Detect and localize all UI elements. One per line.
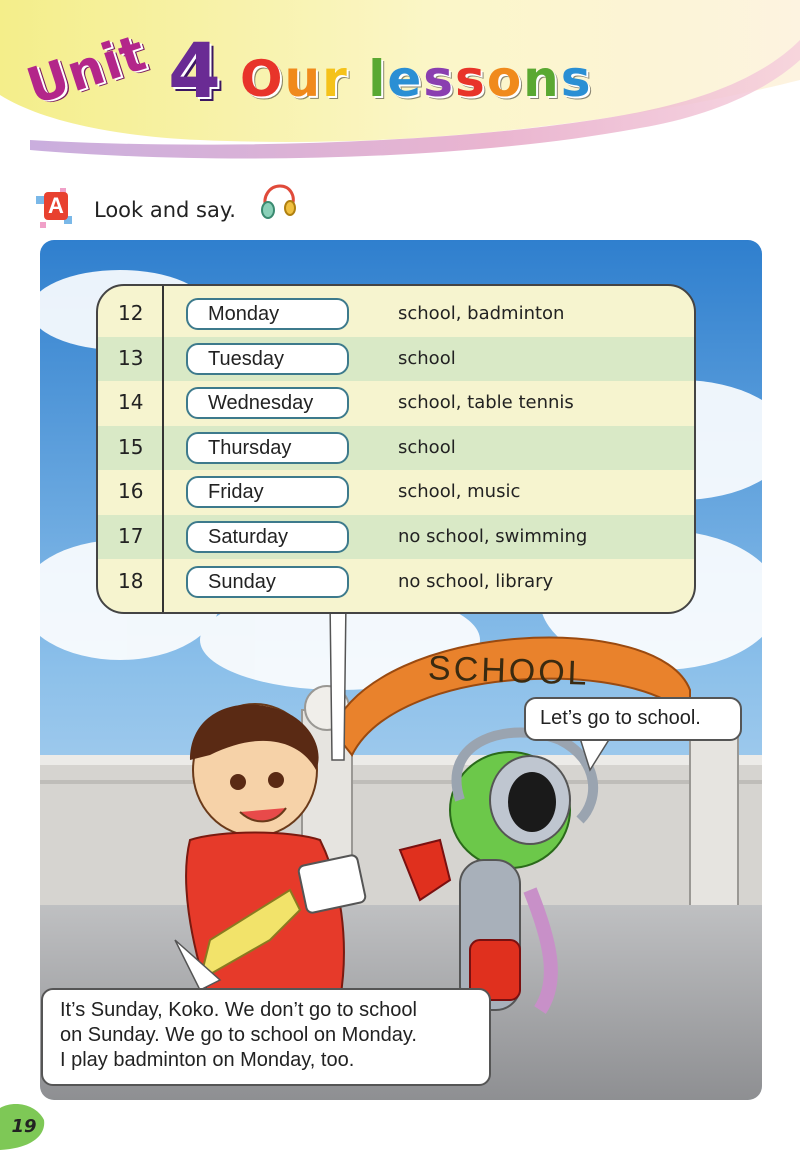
boy-speech-line: on Sunday. We go to school on Monday.	[60, 1024, 417, 1046]
schedule-row	[98, 337, 696, 381]
title-letter: s	[560, 50, 593, 108]
section-letter: A	[44, 192, 68, 220]
headphones-icon[interactable]	[258, 182, 298, 222]
schedule-row	[98, 381, 696, 425]
unit-label: Unit	[20, 23, 154, 117]
schedule-day: Monday	[186, 298, 349, 330]
title-letter	[349, 50, 368, 108]
title-letter: n	[523, 50, 561, 108]
page-number: 19	[11, 1116, 37, 1137]
schedule-activity: school, table tennis	[398, 392, 574, 414]
schedule-day: Wednesday	[186, 387, 349, 419]
school-sign: SCHOOL	[427, 649, 591, 693]
title-letter: u	[284, 50, 323, 108]
schedule-row	[98, 515, 696, 559]
unit-number: 4	[168, 26, 221, 115]
title-letter: O	[240, 50, 285, 108]
schedule-row	[98, 470, 696, 514]
title-letter: o	[486, 50, 524, 108]
boy-speech-line: I play badminton on Monday, too.	[60, 1049, 355, 1071]
boy-speech-line: It’s Sunday, Koko. We don’t go to school	[60, 999, 417, 1021]
schedule-day: Sunday	[186, 566, 349, 598]
schedule-date: 15	[118, 434, 144, 459]
schedule-activity: school	[398, 436, 456, 458]
schedule-activity: school	[398, 347, 456, 369]
title-letter: r	[322, 50, 349, 108]
boy-speech-bubble	[41, 988, 491, 1086]
title-letter: e	[387, 50, 424, 108]
schedule-date: 17	[118, 524, 144, 548]
schedule-activity: school, badminton	[398, 303, 565, 324]
schedule-date: 16	[118, 479, 144, 504]
schedule-activity: no school, swimming	[398, 526, 588, 547]
schedule-date: 12	[118, 301, 144, 325]
schedule-row	[98, 426, 696, 470]
schedule-day: Thursday	[186, 432, 349, 464]
schedule-row	[98, 560, 696, 604]
section-instruction: Look and say.	[94, 198, 236, 222]
schedule-date: 13	[118, 345, 144, 370]
schedule-row	[98, 292, 696, 336]
schedule-date: 18	[118, 568, 144, 593]
schedule-table	[96, 284, 696, 614]
title-letter: s	[423, 50, 456, 108]
schedule-day: Saturday	[186, 521, 349, 553]
schedule-activity: no school, library	[398, 570, 554, 592]
schedule-day: Tuesday	[186, 343, 349, 375]
title-letter: l	[368, 50, 388, 108]
schedule-date: 14	[118, 390, 144, 415]
unit-title	[240, 50, 593, 108]
title-letter: s	[455, 50, 487, 108]
koko-speech-bubble: Let’s go to school.	[524, 697, 742, 741]
schedule-divider	[162, 286, 164, 614]
schedule-activity: school, music	[398, 481, 521, 503]
schedule-day: Friday	[186, 476, 349, 508]
